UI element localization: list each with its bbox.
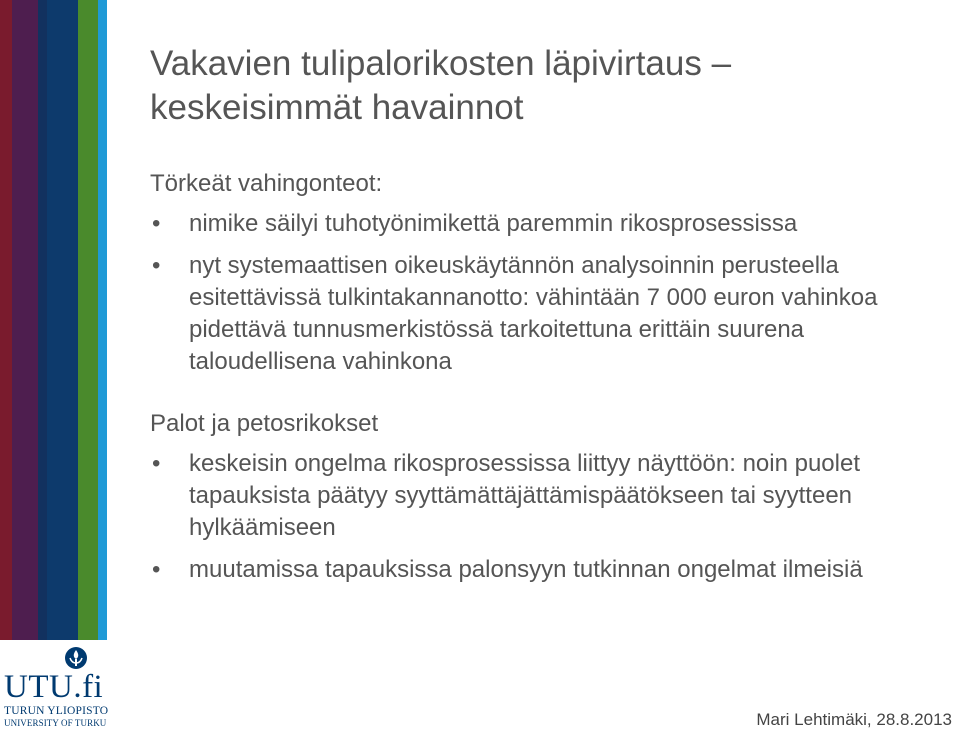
stripe-5	[78, 0, 98, 730]
logo-wordmark: UTU.fi	[4, 669, 104, 705]
stripe-4	[47, 0, 78, 730]
slide-title	[150, 42, 930, 130]
bullet-list	[150, 448, 940, 586]
section-palot-ja-petosrikokset	[150, 408, 940, 586]
stripe-3	[38, 0, 47, 730]
stripe-1	[0, 0, 12, 730]
bullet-item: • nyt systemaattisen oikeuskäytännön analysoinnin perusteella esitettävissä tulkintakannanotto: vähintään 7 000 euron vahinkoa pidettävä tunnusmerkistössä tarkoitettuna erittäin suurena taloudellisena vahinkona	[150, 250, 940, 378]
logo-university-name-fi: TURUN YLIOPISTO	[4, 705, 109, 717]
stripe-2	[12, 0, 38, 730]
decorative-stripes	[0, 0, 107, 730]
bullet-item: • keskeisin ongelma rikosprosessissa liittyy näyttöön: noin puolet tapauksista päätyy syyttämättäjättämispäätökseen tai syytteen hylkäämiseen	[150, 448, 940, 544]
bullet-list	[150, 208, 940, 378]
slide-content	[150, 168, 940, 596]
university-logo	[0, 640, 112, 730]
title-line-2: keskeisimmät havainnot	[150, 88, 524, 127]
bullet-item: • muutamissa tapauksissa palonsyyn tutkinnan ongelmat ilmeisiä	[150, 554, 940, 586]
logo-university-name-en: UNIVERSITY OF TURKU	[4, 718, 107, 728]
section-vahingonteot	[150, 168, 940, 378]
torch-emblem-icon	[64, 646, 88, 670]
section-heading: Palot ja petosrikokset	[150, 410, 379, 437]
bullet-item: • nimike säilyi tuhotyönimikettä paremmin rikosprosessissa	[150, 208, 940, 240]
stripe-6	[98, 0, 107, 730]
section-heading: Törkeät vahingonteot:	[150, 170, 383, 197]
slide-footer: Mari Lehtimäki, 28.8.2013	[756, 710, 952, 729]
title-line-1: Vakavien tulipalorikosten läpivirtaus –	[150, 44, 732, 83]
